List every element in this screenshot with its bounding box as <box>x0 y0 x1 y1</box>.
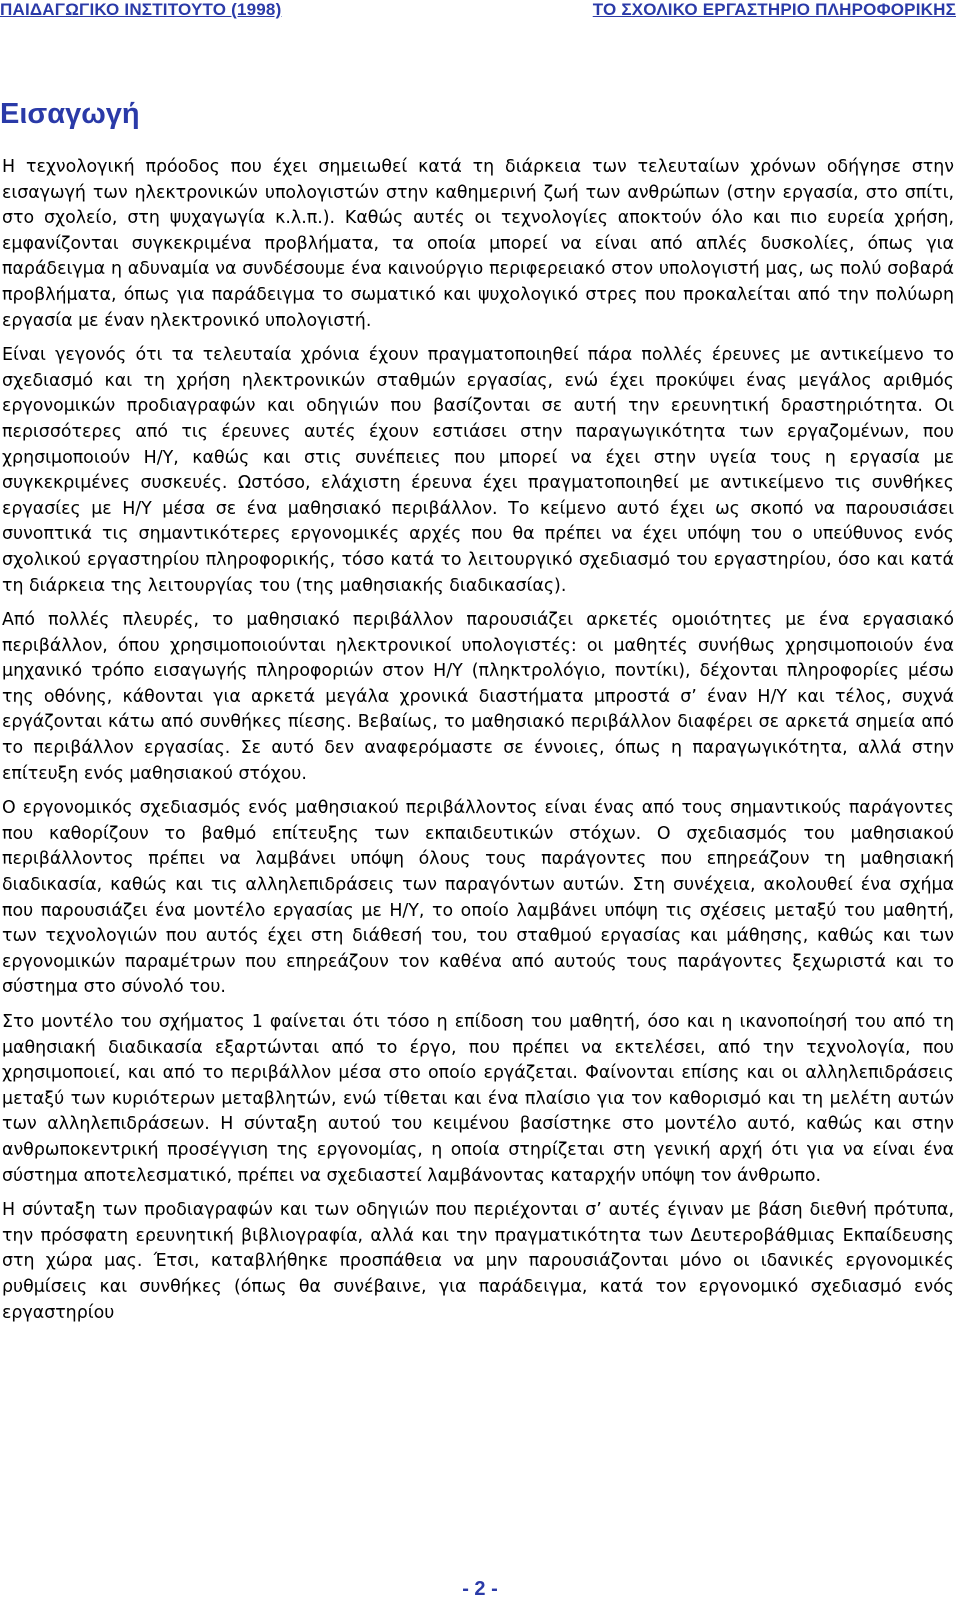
body-text <box>2 155 954 1335</box>
paragraph: Η σύνταξη των προδιαγραφών και των οδηγιών που περιέχονται σ’ αυτές έγιναν με βάση διεθνή πρότυπα, την πρόσφατη ερευνητική βιβλιογραφία, αλλά και την πραγματικότητα των Δευτεροβάθμιας Εκπαίδευσης στη χώρα μας. Έτσι, καταβλήθηκε προσπάθεια να μην παρουσιάζονται μόνο οι ιδανικές εργονομικές ρυθμίσεις και συνθήκες (όπως θα συνέβαινε, για παράδειγμα, κατά τον εργονομικό σχεδιασμό ενός εργαστηρίου <box>2 1200 954 1323</box>
page-header <box>0 0 960 28</box>
page-number: - 2 - <box>462 1578 498 1600</box>
paragraph: Από πολλές πλευρές, το μαθησιακό περιβάλλον παρουσιάζει αρκετές ομοιότητες με ένα εργασιακό περιβάλλον, όπου χρησιμοποιούνται ηλεκτρονικοί υπολογιστές: οι μαθητές συνήθως χρησιμοποιούν ένα μηχανικό τρόπο εισαγωγής πληροφοριών στον Η/Υ (πληκτρολόγιο, ποντίκι), δέχονται πληροφορίες μέσω της οθόνης, κάθονται για αρκετά μεγάλα χρονικά διαστήματα μπροστά σ’ έναν Η/Υ και τέλος, συχνά εργάζονται κάτω από συνθήκες πίεσης. Βεβαίως, το μαθησιακό περιβάλλον διαφέρει σε αρκετά σημεία από το περιβάλλον εργασίας. Σε αυτό δεν αναφερόμαστε σε έννοιες, όπως η παραγωγικότητα, αλλά στην επίτευξη ενός μαθησιακού στόχου. <box>2 610 954 784</box>
paragraph: Ο εργονομικός σχεδιασμός ενός μαθησιακού περιβάλλοντος είναι ένας από τους σημαντικούς παράγοντες που καθορίζουν το βαθμό επίτευξης των εκπαιδευτικών στόχων. Ο σχεδιασμός του μαθησιακού περιβάλλοντος πρέπει να λαμβάνει υπόψη όλους τους παράγοντες που επηρεάζουν τη μαθησιακή διαδικασία, καθώς και τις αλληλεπιδράσεις των παραγόντων αυτών. Στη συνέχεια, ακολουθεί ένα σχήμα που παρουσιάζει ένα μοντέλο εργασίας με Η/Υ, το οποίο λαμβάνει υπόψη τις σχέσεις μεταξύ του μαθητή, των τεχνολογιών που αυτός έχει στη διάθεσή του, του σταθμού εργασίας και μάθησης, καθώς και των εργονομικών παραμέτρων που επηρεάζουν τον καθένα από αυτούς τους παράγοντες ξεχωριστά και το σύστημα στο σύνολό του. <box>2 798 954 998</box>
header-document-title: ΤΟ ΣΧΟΛΙΚΟ ΕΡΓΑΣΤΗΡΙΟ ΠΛΗΡΟΦΟΡΙΚΗΣ <box>592 0 956 19</box>
paragraph: Είναι γεγονός ότι τα τελευταία χρόνια έχουν πραγματοποιηθεί πάρα πολλές έρευνες με αντικείμενο το σχεδιασμό και τη χρήση ηλεκτρονικών σταθμών εργασίας, ενώ έχει προκύψει ένας μεγάλος αριθμός εργονομικών προδιαγραφών και οδηγιών που βασίζονται σε αυτή την ερευνητική δραστηριότητα. Οι περισσότερες από τις έρευνες αυτές έχουν εστιάσει στην παραγωγικότητα των εργαζομένων, που χρησιμοποιούν Η/Υ, καθώς και στις συνέπειες που μπορεί να έχει στην υγεία τους η εργασία με συγκεκριμένες συσκευές. Ωστόσο, ελάχιστη έρευνα έχει πραγματοποιηθεί με αντικείμενο τις συνθήκες εργασίες με Η/Υ μέσα σε ένα μαθησιακό περιβάλλον. Το κείμενο αυτό έχει ως σκοπό να παρουσιάσει συνοπτικά τις σημαντικότερες εργονομικές αρχές που θα πρέπει να έχει υπόψη του ο υπεύθυνος ενός σχολικού εργαστηρίου πληροφορικής, τόσο κατά το λειτουργικό σχεδιασμό του εργαστηρίου, όσο και κατά τη διάρκεια της λειτουργίας του (της μαθησιακής διαδικασίας). <box>2 345 954 596</box>
section-heading: Εισαγωγή <box>0 98 140 130</box>
header-publisher: ΠΑΙΔΑΓΩΓΙΚΟ ΙΝΣΤΙΤΟΥΤΟ (1998) <box>0 0 282 19</box>
paragraph: Στο μοντέλο του σχήματος 1 φαίνεται ότι τόσο η επίδοση του μαθητή, όσο και η ικανοποίησή του από τη μαθησιακή διαδικασία εξαρτώνται από το έργο, που πρέπει να εκτελέσει, από την τεχνολογία, που χρησιμοποιεί, και από το περιβάλλον μέσα στο οποίο εργάζεται. Φαίνονται επίσης και οι αλληλεπιδράσεις μεταξύ των κυριότερων μεταβλητών, ενώ τίθεται και ένα πλαίσιο για τον καθορισμό και τη μελέτη αυτών των αλληλεπιδράσεων. Η σύνταξη αυτού του κειμένου βασίστηκε στο μοντέλο αυτό, καθώς και στην ανθρωποκεντρική προσέγγιση της εργονομίας, η οποία στηρίζεται στη γενική αρχή ότι για να είναι ένα σύστημα αποτελεσματικό, πρέπει να σχεδιαστεί λαμβάνοντας καταρχήν υπόψη τον άνθρωπο. <box>2 1012 954 1186</box>
paragraph: Η τεχνολογική πρόοδος που έχει σημειωθεί κατά τη διάρκεια των τελευταίων χρόνων οδήγησε στην εισαγωγή των ηλεκτρονικών υπολογιστών στην καθημερινή ζωή των ανθρώπων (στην εργασία, στο σπίτι, στο σχολείο, στη ψυχαγωγία κ.λ.π.). Καθώς αυτές οι τεχνολογίες αποκτούν όλο και πιο ευρεία χρήση, εμφανίζονται συγκεκριμένα προβλήματα, τα οποία μπορεί να είναι από απλές δυσκολίες, όπως για παράδειγμα η αδυναμία να συνδέσουμε ένα καινούργιο περιφερειακό στον υπολογιστή μας, ως πολύ σοβαρά προβλήματα, όπως για παράδειγμα το σωματικό και ψυχολογικό στρες που προκαλείται από την πολύωρη εργασία με έναν ηλεκτρονικό υπολογιστή. <box>2 157 954 331</box>
